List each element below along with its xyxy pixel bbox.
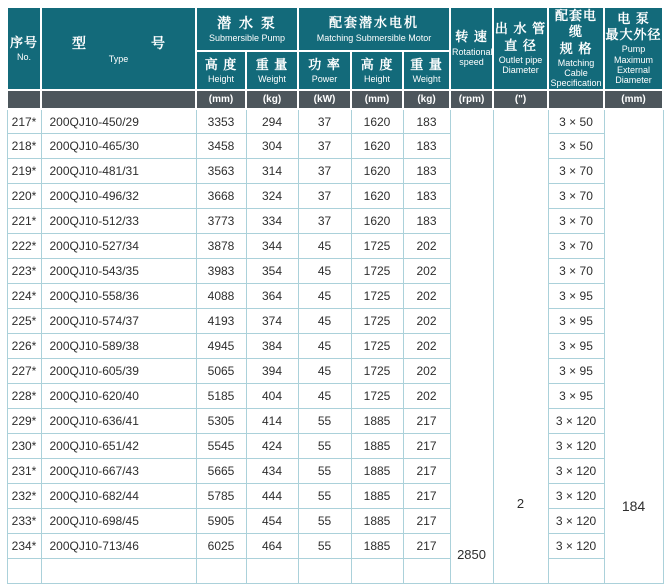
cell-motor-power: 45 bbox=[298, 334, 351, 359]
group-header-matching-motor bbox=[298, 7, 450, 51]
units-row bbox=[7, 90, 663, 109]
cell-pump-height: 4088 bbox=[196, 284, 246, 309]
unit-cell-type bbox=[41, 90, 196, 109]
table-row bbox=[7, 334, 663, 359]
cell-motor-weight: 202 bbox=[403, 284, 450, 309]
cell-cable-spec: 3 × 70 bbox=[548, 259, 604, 284]
cell-motor-height: 1725 bbox=[351, 309, 403, 334]
cell-type: 200QJ10-543/35 bbox=[41, 259, 196, 284]
cell-motor-weight: 183 bbox=[403, 134, 450, 159]
cell-motor-power: 55 bbox=[298, 409, 351, 434]
cell-cable-spec: 3 × 120 bbox=[548, 509, 604, 534]
unit-cell-motor-power: (kW) bbox=[298, 90, 351, 109]
cell-type: 200QJ10-465/30 bbox=[41, 134, 196, 159]
table-row bbox=[7, 434, 663, 459]
table-row bbox=[7, 509, 663, 534]
cell-pump-weight: 384 bbox=[246, 334, 298, 359]
cell-motor-height: 1885 bbox=[351, 534, 403, 559]
cell-pump-height: 3983 bbox=[196, 259, 246, 284]
cell-serial-no: 223* bbox=[7, 259, 41, 284]
cell-motor-weight: 202 bbox=[403, 384, 450, 409]
cell-pump-weight bbox=[246, 559, 298, 584]
outlet-diameter-value: 2 bbox=[516, 495, 525, 511]
col-header-type bbox=[41, 7, 196, 90]
cell-motor-height: 1725 bbox=[351, 384, 403, 409]
unit-cell-cable bbox=[548, 90, 604, 109]
cell-motor-height: 1885 bbox=[351, 484, 403, 509]
cell-pump-weight: 314 bbox=[246, 159, 298, 184]
header-en: Type bbox=[108, 53, 129, 64]
cell-serial-no: 221* bbox=[7, 209, 41, 234]
header-en: Matching Cable Specification bbox=[550, 57, 602, 89]
cell-serial-no: 229* bbox=[7, 409, 41, 434]
cell-motor-power: 37 bbox=[298, 109, 351, 134]
cell-pump-height: 3563 bbox=[196, 159, 246, 184]
cell-max-diameter-merged bbox=[604, 109, 663, 584]
cell-motor-weight: 183 bbox=[403, 184, 450, 209]
cell-cable-spec: 3 × 70 bbox=[548, 234, 604, 259]
cell-serial-no: 234* bbox=[7, 534, 41, 559]
cell-motor-power: 55 bbox=[298, 484, 351, 509]
group-header-submersible-pump bbox=[196, 7, 298, 51]
unit-cell-no bbox=[7, 90, 41, 109]
cell-cable-spec: 3 × 95 bbox=[548, 309, 604, 334]
header-en: Submersible Pump bbox=[208, 33, 286, 44]
cell-cable-spec: 3 × 70 bbox=[548, 159, 604, 184]
header-en: No. bbox=[16, 51, 31, 62]
unit-cell-motor-weight: (kg) bbox=[403, 90, 450, 109]
pump-spec-table bbox=[6, 6, 664, 584]
cell-cable-spec: 3 × 120 bbox=[548, 434, 604, 459]
cell-serial-no: 232* bbox=[7, 484, 41, 509]
table-row bbox=[7, 284, 663, 309]
cell-type: 200QJ10-667/43 bbox=[41, 459, 196, 484]
cell-serial-no: 227* bbox=[7, 359, 41, 384]
table-row bbox=[7, 309, 663, 334]
cell-pump-weight: 394 bbox=[246, 359, 298, 384]
cell-motor-power bbox=[298, 559, 351, 584]
table-row bbox=[7, 234, 663, 259]
cell-serial-no: 217* bbox=[7, 109, 41, 134]
cell-motor-weight: 217 bbox=[403, 509, 450, 534]
cell-motor-weight bbox=[403, 559, 450, 584]
cell-motor-power: 45 bbox=[298, 384, 351, 409]
cell-cable-spec: 3 × 120 bbox=[548, 484, 604, 509]
cell-cable-spec: 3 × 95 bbox=[548, 284, 604, 309]
table-row bbox=[7, 384, 663, 409]
cell-motor-power: 55 bbox=[298, 434, 351, 459]
cell-pump-height: 4945 bbox=[196, 334, 246, 359]
col-header-max-diameter bbox=[604, 7, 663, 90]
header-zh: 潜 水 泵 bbox=[217, 14, 277, 31]
cell-rotational-speed-merged bbox=[450, 109, 493, 584]
cell-pump-height: 5905 bbox=[196, 509, 246, 534]
cell-motor-weight: 183 bbox=[403, 209, 450, 234]
cell-cable-spec: 3 × 95 bbox=[548, 384, 604, 409]
cell-motor-height: 1620 bbox=[351, 109, 403, 134]
cell-motor-height: 1885 bbox=[351, 459, 403, 484]
table-row bbox=[7, 259, 663, 284]
rotational-speed-value: 2850 bbox=[457, 546, 486, 562]
cell-pump-height: 5065 bbox=[196, 359, 246, 384]
cell-pump-weight: 424 bbox=[246, 434, 298, 459]
table-row bbox=[7, 409, 663, 434]
unit-cell-max-diameter: (mm) bbox=[604, 90, 663, 109]
header-row-1 bbox=[7, 7, 663, 51]
cell-type: 200QJ10-558/36 bbox=[41, 284, 196, 309]
cell-cable-spec: 3 × 95 bbox=[548, 334, 604, 359]
cell-motor-height: 1725 bbox=[351, 334, 403, 359]
cell-type: 200QJ10-450/29 bbox=[41, 109, 196, 134]
header-zh: 配套潜水电机 bbox=[329, 15, 420, 31]
cell-serial-no: 219* bbox=[7, 159, 41, 184]
cell-serial-no: 228* bbox=[7, 384, 41, 409]
cell-motor-weight: 217 bbox=[403, 409, 450, 434]
cell-type: 200QJ10-496/32 bbox=[41, 184, 196, 209]
cell-cable-spec: 3 × 120 bbox=[548, 534, 604, 559]
cell-motor-power: 45 bbox=[298, 234, 351, 259]
cell-motor-power: 37 bbox=[298, 209, 351, 234]
cell-motor-height: 1725 bbox=[351, 284, 403, 309]
cell-type: 200QJ10-713/46 bbox=[41, 534, 196, 559]
cell-type: 200QJ10-605/39 bbox=[41, 359, 196, 384]
cell-serial-no bbox=[7, 559, 41, 584]
header-zh: 转 速 bbox=[455, 29, 488, 45]
cell-motor-weight: 217 bbox=[403, 534, 450, 559]
header-zh: 最大外径 bbox=[605, 27, 662, 43]
unit-cell-pump-weight: (kg) bbox=[246, 90, 298, 109]
cell-type: 200QJ10-620/40 bbox=[41, 384, 196, 409]
cell-motor-weight: 202 bbox=[403, 309, 450, 334]
cell-motor-weight: 202 bbox=[403, 359, 450, 384]
header-en: Outlet pipe Diameter bbox=[498, 54, 543, 76]
cell-type: 200QJ10-651/42 bbox=[41, 434, 196, 459]
cell-pump-weight: 294 bbox=[246, 109, 298, 134]
cell-serial-no: 231* bbox=[7, 459, 41, 484]
cell-type: 200QJ10-481/31 bbox=[41, 159, 196, 184]
cell-motor-power: 45 bbox=[298, 359, 351, 384]
cell-motor-power: 55 bbox=[298, 459, 351, 484]
cell-type: 200QJ10-636/41 bbox=[41, 409, 196, 434]
cell-motor-weight: 202 bbox=[403, 334, 450, 359]
header-zh: 出 水 管 bbox=[494, 21, 547, 37]
cell-pump-height: 3353 bbox=[196, 109, 246, 134]
table-row bbox=[7, 534, 663, 559]
cell-pump-weight: 334 bbox=[246, 209, 298, 234]
cell-motor-height: 1620 bbox=[351, 134, 403, 159]
header-zh: 直 径 bbox=[504, 37, 537, 53]
cell-pump-height: 6025 bbox=[196, 534, 246, 559]
cell-motor-weight: 217 bbox=[403, 434, 450, 459]
cell-pump-weight: 374 bbox=[246, 309, 298, 334]
cell-motor-power: 45 bbox=[298, 284, 351, 309]
cell-pump-height: 4193 bbox=[196, 309, 246, 334]
cell-motor-height: 1885 bbox=[351, 409, 403, 434]
cell-motor-height: 1725 bbox=[351, 359, 403, 384]
cell-motor-height: 1885 bbox=[351, 434, 403, 459]
cell-motor-height: 1620 bbox=[351, 184, 403, 209]
cell-motor-height: 1620 bbox=[351, 209, 403, 234]
table-row bbox=[7, 484, 663, 509]
cell-motor-height bbox=[351, 559, 403, 584]
cell-serial-no: 233* bbox=[7, 509, 41, 534]
cell-cable-spec: 3 × 120 bbox=[548, 459, 604, 484]
header-zh: 规 格 bbox=[559, 40, 593, 56]
cell-motor-power: 37 bbox=[298, 134, 351, 159]
cell-pump-weight: 364 bbox=[246, 284, 298, 309]
cell-serial-no: 226* bbox=[7, 334, 41, 359]
cell-cable-spec: 3 × 70 bbox=[548, 184, 604, 209]
cell-motor-height: 1725 bbox=[351, 234, 403, 259]
header-en: Rotational speed bbox=[452, 46, 493, 68]
cell-motor-power: 37 bbox=[298, 159, 351, 184]
unit-cell-outlet: (") bbox=[493, 90, 548, 109]
table-row bbox=[7, 109, 663, 134]
cell-serial-no: 230* bbox=[7, 434, 41, 459]
cell-outlet-diameter-merged bbox=[493, 109, 548, 584]
cell-cable-spec: 3 × 95 bbox=[548, 359, 604, 384]
cell-cable-spec: 3 × 120 bbox=[548, 409, 604, 434]
cell-motor-power: 45 bbox=[298, 259, 351, 284]
table-header bbox=[7, 7, 663, 109]
subcol-header-pump-weight: 重 量 Weight bbox=[246, 51, 298, 90]
cell-pump-weight: 344 bbox=[246, 234, 298, 259]
table-row bbox=[7, 559, 663, 584]
cell-pump-weight: 464 bbox=[246, 534, 298, 559]
cell-motor-power: 37 bbox=[298, 184, 351, 209]
cell-type: 200QJ10-698/45 bbox=[41, 509, 196, 534]
cell-pump-height bbox=[196, 559, 246, 584]
cell-pump-weight: 454 bbox=[246, 509, 298, 534]
cell-pump-height: 5545 bbox=[196, 434, 246, 459]
cell-cable-spec: 3 × 50 bbox=[548, 134, 604, 159]
subcol-header-motor-power: 功 率 Power bbox=[298, 51, 351, 90]
cell-motor-height: 1620 bbox=[351, 159, 403, 184]
cell-motor-weight: 183 bbox=[403, 109, 450, 134]
cell-motor-power: 55 bbox=[298, 509, 351, 534]
col-header-rotational-speed bbox=[450, 7, 493, 90]
cell-cable-spec: 3 × 50 bbox=[548, 109, 604, 134]
cell-pump-height: 5665 bbox=[196, 459, 246, 484]
header-zh: 序号 bbox=[9, 34, 38, 50]
col-header-serial-no bbox=[7, 7, 41, 90]
cell-pump-height: 3878 bbox=[196, 234, 246, 259]
cell-pump-weight: 414 bbox=[246, 409, 298, 434]
cell-pump-height: 3668 bbox=[196, 184, 246, 209]
table-row bbox=[7, 459, 663, 484]
cell-type: 200QJ10-589/38 bbox=[41, 334, 196, 359]
cell-motor-weight: 202 bbox=[403, 259, 450, 284]
unit-cell-pump-height: (mm) bbox=[196, 90, 246, 109]
cell-type: 200QJ10-512/33 bbox=[41, 209, 196, 234]
cell-serial-no: 225* bbox=[7, 309, 41, 334]
cell-cable-spec bbox=[548, 559, 604, 584]
cell-motor-height: 1725 bbox=[351, 259, 403, 284]
cell-pump-height: 5305 bbox=[196, 409, 246, 434]
cell-pump-height: 5785 bbox=[196, 484, 246, 509]
cell-serial-no: 218* bbox=[7, 134, 41, 159]
table-row bbox=[7, 184, 663, 209]
cell-motor-weight: 183 bbox=[403, 159, 450, 184]
col-header-outlet-diameter bbox=[493, 7, 548, 90]
cell-pump-weight: 404 bbox=[246, 384, 298, 409]
table-row bbox=[7, 134, 663, 159]
unit-cell-motor-height: (mm) bbox=[351, 90, 403, 109]
cell-serial-no: 220* bbox=[7, 184, 41, 209]
header-zh: 电 泵 bbox=[617, 10, 650, 26]
max-diameter-value: 184 bbox=[621, 497, 646, 514]
col-header-cable-spec bbox=[548, 7, 604, 90]
header-zh: 型 号 bbox=[72, 34, 165, 51]
subcol-header-pump-height: 高 度 Height bbox=[196, 51, 246, 90]
header-en: Pump Maximum External Diameter bbox=[614, 44, 654, 86]
table-body bbox=[7, 109, 663, 584]
cell-pump-height: 3458 bbox=[196, 134, 246, 159]
cell-serial-no: 222* bbox=[7, 234, 41, 259]
cell-motor-weight: 202 bbox=[403, 234, 450, 259]
cell-pump-weight: 324 bbox=[246, 184, 298, 209]
header-en: Matching Submersible Motor bbox=[316, 32, 432, 43]
cell-motor-height: 1885 bbox=[351, 509, 403, 534]
table-row bbox=[7, 159, 663, 184]
cell-pump-weight: 304 bbox=[246, 134, 298, 159]
cell-motor-weight: 217 bbox=[403, 484, 450, 509]
cell-pump-weight: 444 bbox=[246, 484, 298, 509]
cell-pump-height: 3773 bbox=[196, 209, 246, 234]
subcol-header-motor-weight: 重 量 Weight bbox=[403, 51, 450, 90]
header-zh: 配套电缆 bbox=[555, 8, 598, 40]
subcol-header-motor-height: 高 度 Height bbox=[351, 51, 403, 90]
cell-type: 200QJ10-527/34 bbox=[41, 234, 196, 259]
table-row bbox=[7, 209, 663, 234]
cell-motor-power: 55 bbox=[298, 534, 351, 559]
unit-cell-speed: (rpm) bbox=[450, 90, 493, 109]
cell-pump-height: 5185 bbox=[196, 384, 246, 409]
table-row bbox=[7, 359, 663, 384]
cell-type: 200QJ10-682/44 bbox=[41, 484, 196, 509]
cell-motor-power: 45 bbox=[298, 309, 351, 334]
cell-motor-weight: 217 bbox=[403, 459, 450, 484]
cell-pump-weight: 434 bbox=[246, 459, 298, 484]
cell-pump-weight: 354 bbox=[246, 259, 298, 284]
cell-serial-no: 224* bbox=[7, 284, 41, 309]
cell-type: 200QJ10-574/37 bbox=[41, 309, 196, 334]
cell-cable-spec: 3 × 70 bbox=[548, 209, 604, 234]
cell-type bbox=[41, 559, 196, 584]
